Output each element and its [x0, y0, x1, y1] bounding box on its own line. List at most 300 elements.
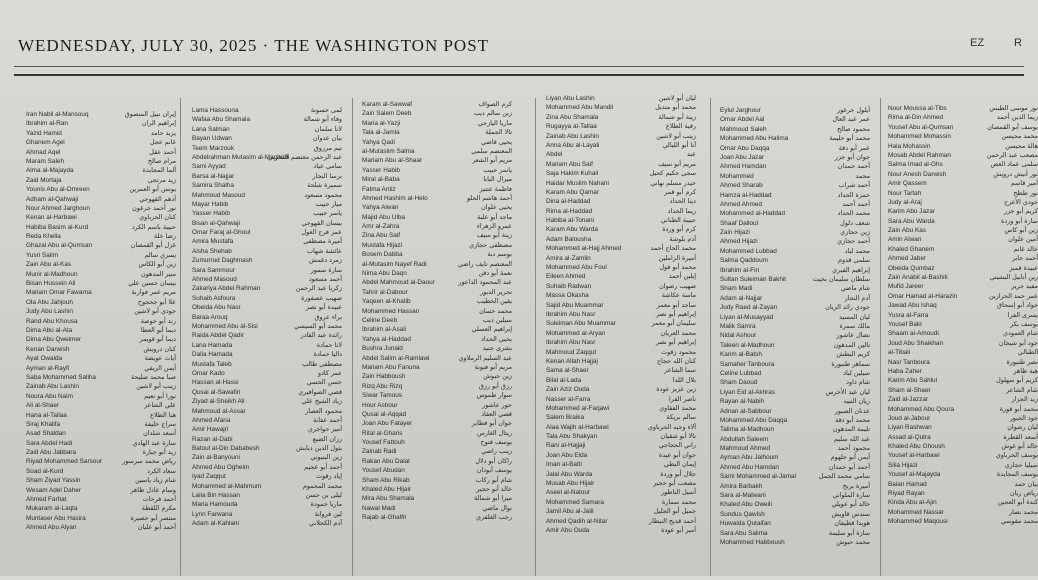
name-entry [888, 113, 1038, 122]
name-arabic: أحمد حجازي [837, 237, 870, 246]
name-entry [720, 360, 870, 369]
name-english: Teem Marzouk [192, 144, 234, 153]
name-arabic: يوسف فتوح [481, 438, 513, 447]
name-arabic: زين أنابيل البشيتي [990, 273, 1038, 282]
name-entry [192, 397, 342, 406]
name-entry [546, 169, 696, 178]
name-arabic: يحيى قاضي [481, 138, 512, 147]
name-entry [362, 307, 512, 316]
name-english: Yahya Alwan [362, 203, 398, 212]
name-english: Mohammed al-Faqawi [546, 404, 609, 413]
name-entry [720, 144, 870, 153]
name-entry [362, 504, 512, 513]
name-arabic: عمر أبو دقة [839, 144, 870, 153]
name-english: Shaaf Dalloul [720, 219, 758, 228]
name-entry [546, 517, 696, 526]
name-entry [26, 166, 176, 175]
name-english: Mohammed Abu al-Sisi [192, 322, 258, 331]
name-arabic: جوان أبو عيدة [659, 451, 696, 460]
name-entry [26, 345, 176, 354]
name-english: Siraj Khalifa [26, 420, 60, 429]
name-english: Hassan al-Hassi [192, 378, 239, 387]
name-english: Jalal Abu Warda [546, 470, 592, 479]
name-entry [26, 157, 176, 166]
name-arabic: يحيى علوان [481, 203, 512, 212]
name-english: Samira Shalha [192, 181, 234, 190]
name-arabic: خالد أبو غوش [1001, 442, 1038, 451]
name-english: Razan al-Dabi [192, 435, 233, 444]
name-arabic: نور أنيش درويش [993, 170, 1038, 179]
name-entry [192, 388, 342, 397]
name-english: Maram Saleh [26, 157, 64, 166]
name-entry [26, 335, 176, 344]
name-english: Barsa al-Najjar [192, 172, 234, 181]
name-arabic: محمد أبو قورة [1000, 405, 1038, 414]
name-entry [362, 260, 512, 269]
name-entry [720, 331, 870, 340]
name-entry [192, 444, 342, 453]
name-english: Qusai al-Aqqad [362, 410, 406, 419]
name-english: Eileen Ahmed [546, 272, 585, 281]
name-entry [362, 156, 512, 165]
name-entry [192, 284, 342, 293]
name-arabic: كرم الصواف [478, 100, 512, 109]
name-entry [26, 354, 176, 363]
name-arabic: راني الحجاجي [659, 441, 696, 450]
name-arabic: تيم مرزوق [314, 144, 342, 153]
name-english: Liyan Abu Lashin [546, 94, 595, 103]
name-entry [362, 194, 512, 203]
name-entry [720, 200, 870, 209]
name-english: Ibrahim Abu Nasr [546, 310, 595, 319]
name-english: Rital al-Gharis [362, 429, 403, 438]
name-arabic: شام داود [846, 378, 870, 387]
name-arabic: أحمد عقل [149, 148, 176, 157]
name-arabic: يحيى الحداد [481, 335, 512, 344]
name-arabic: زين أبو كاس [1005, 226, 1038, 235]
name-entry [546, 432, 696, 441]
name-english: Omar Kado [192, 369, 225, 378]
name-arabic: جلال أبو وردة [660, 470, 696, 479]
name-arabic: سوار طموس [477, 391, 512, 400]
name-arabic: أسيل الناطور [661, 488, 696, 497]
header-rule [14, 66, 1024, 67]
name-english: Munir al-Madhoun [26, 270, 78, 279]
name-arabic: هالة محيسن [1005, 142, 1038, 151]
name-english: Zain al-Banyouni [192, 453, 240, 462]
name-english: Sajid Abu Muammar [546, 301, 604, 310]
name-arabic: سميرة شلحة [307, 181, 342, 190]
name-entry [720, 191, 870, 200]
name-english: Amira Mustafa [192, 237, 233, 246]
name-entry [888, 348, 1038, 357]
name-english: Karim Abu Jazar [888, 207, 935, 216]
name-entry [362, 250, 512, 259]
name-arabic: مريم عمر فوارنة [131, 288, 176, 297]
name-entry [362, 494, 512, 503]
name-english: Younis Abu al-Omreen [26, 185, 90, 194]
name-arabic: ليان عيد الأخرس [826, 388, 870, 397]
name-arabic: عمر حمد الحرازين [989, 292, 1038, 301]
name-arabic: سلطان سليمان بخيت [813, 275, 870, 284]
name-arabic: زينة أبو سيف [477, 231, 512, 240]
name-entry [362, 231, 512, 240]
name-arabic: تليمة المدهون [833, 425, 870, 434]
name-arabic: ماريا حمودة [311, 500, 342, 509]
name-english: Alma al-Majayda [26, 166, 74, 175]
name-entry [362, 410, 512, 419]
name-entry [26, 326, 176, 335]
name-arabic: كريم أبو جزر [1004, 207, 1038, 216]
name-entry [546, 103, 696, 112]
name-arabic: بيان حمد [1015, 480, 1038, 489]
name-english: Nour Tartah [888, 189, 921, 198]
name-entry [192, 209, 342, 218]
name-english: Zina Abu Saif [362, 231, 400, 240]
name-english: Liyan al-Musayyad [720, 313, 773, 322]
name-english: Karam al-Sawwaf [362, 100, 412, 109]
name-english: Haba Zaher [888, 367, 922, 376]
name-arabic: زينب راضي [481, 447, 512, 456]
name-entry [888, 292, 1038, 301]
name-arabic: تحرير الدبور [480, 288, 512, 297]
name-entry [192, 510, 342, 519]
name-entry [888, 104, 1038, 113]
name-entry [26, 457, 176, 466]
name-entry [546, 423, 696, 432]
name-arabic: سارة سمور [311, 266, 342, 275]
name-entry [26, 392, 176, 401]
name-english: Joud al-Jabour [888, 414, 930, 423]
name-english: Joan Abu Jazar [720, 153, 764, 162]
name-entry [362, 119, 512, 128]
name-arabic: أحمد أحمد [842, 200, 870, 209]
name-arabic: محمد محيسن [1001, 132, 1038, 141]
name-arabic: يسري سالم [144, 251, 176, 260]
name-entry [362, 372, 512, 381]
name-entry [362, 241, 512, 250]
name-english: Samaher Tanboura [720, 360, 774, 369]
name-english: Laila Bin Hassan [192, 491, 240, 500]
name-entry [362, 354, 512, 363]
name-english: Ahmed Abu Ogheim [192, 463, 249, 472]
name-entry [720, 350, 870, 359]
name-entry [362, 147, 512, 156]
name-arabic: مريم أبو الشعر [472, 156, 512, 165]
name-english: Lynn Farwana [192, 510, 232, 519]
name-entry [26, 439, 176, 448]
section-code: EZ [970, 37, 984, 49]
name-arabic: محمد مقوسي [1001, 517, 1038, 526]
names-column [720, 106, 870, 576]
name-arabic: بوسم دبة [487, 250, 512, 259]
name-arabic: شام زياد ياسين [135, 476, 176, 485]
name-arabic: فاطمة عنتيز [480, 185, 512, 194]
name-entry [362, 203, 512, 212]
name-entry [192, 162, 342, 171]
name-arabic: شغف دلول [840, 219, 870, 228]
name-entry [26, 223, 176, 232]
name-english: Yazid Hamid [26, 129, 62, 138]
name-entry [720, 407, 870, 416]
name-english: Amir Hawajri [192, 425, 228, 434]
name-arabic: ريما الحداد [668, 207, 696, 216]
name-entry [26, 288, 176, 297]
name-entry [888, 160, 1038, 169]
name-entry [362, 401, 512, 410]
name-english: Suleiman Abu Muammar [546, 319, 616, 328]
name-english: Adam al-Kahlani [192, 519, 239, 528]
name-english: Amira Barbakh [720, 482, 762, 491]
name-english: Zaid al-Jazzar [888, 395, 928, 404]
name-entry [720, 275, 870, 284]
name-entry [546, 160, 696, 169]
name-entry [192, 266, 342, 275]
name-entry [720, 491, 870, 500]
name-english: Abdel Mahmoud al-Daour [362, 278, 435, 287]
name-entry [720, 303, 870, 312]
name-arabic: أحمد أبو عجيم [304, 463, 342, 472]
name-english: Jamil Abu al-Jalil [546, 507, 594, 516]
name-english: Rani al-Hajjaji [546, 441, 585, 450]
name-arabic: كريم البطش [836, 350, 870, 359]
name-english: al-Mutaslim Salma [362, 147, 415, 156]
name-entry [26, 382, 176, 391]
name-entry [720, 510, 870, 519]
name-entry [546, 470, 696, 479]
name-english: Khaled Abu Hijair [362, 485, 411, 494]
name-english: Adam Balousha [546, 235, 591, 244]
name-arabic: نور موسى الطبس [989, 104, 1038, 113]
name-entry [26, 270, 176, 279]
name-english: Ola Abu Jahjouh [26, 298, 73, 307]
name-arabic: أحمد أبو عليان [138, 523, 176, 532]
name-english: Musab Abu Hijair [546, 479, 594, 488]
name-arabic: شام العمودي [1003, 329, 1038, 338]
name-arabic: سيلين ديب [483, 316, 512, 325]
name-english: Lana Hamada [192, 341, 232, 350]
name-entry [362, 447, 512, 456]
name-arabic: أحمد أبو حمدان [829, 463, 870, 472]
name-arabic: آنا أبو الليالي [663, 141, 696, 150]
name-english: al-Mutasim Nayef Radi [362, 260, 427, 269]
name-arabic: قصي الصوافيري [298, 388, 342, 397]
name-arabic: سيلين لباد [843, 369, 870, 378]
name-english: Riyad Mohammed Sarsour [26, 457, 102, 466]
name-entry [888, 282, 1038, 291]
name-arabic: جودي رائد الزيان [825, 303, 870, 312]
name-english: Iyad Zaqqut [192, 472, 226, 481]
name-entry [546, 244, 696, 253]
name-arabic: صبا محمد صليحة [131, 373, 176, 382]
name-english: Eylul Jarghour [720, 106, 761, 115]
name-arabic: يوسف المجايدة [997, 470, 1038, 479]
name-arabic: ريتال الغارس [477, 429, 512, 438]
name-entry [720, 453, 870, 462]
name-arabic: يوسف أبو القمصان [987, 123, 1038, 132]
name-arabic: زيد أبو جبارة [143, 448, 176, 457]
name-english: Omar Abdel Aal [720, 115, 764, 124]
name-entry [546, 526, 696, 535]
name-entry [720, 378, 870, 387]
name-arabic: نصر طنبورة [1006, 358, 1038, 367]
name-arabic: ياسر حبيب [483, 166, 512, 175]
name-english: Maria Hamouda [192, 500, 237, 509]
name-entry [546, 272, 696, 281]
name-entry [192, 322, 342, 331]
name-arabic: آلاء وجيه الحرباوي [648, 423, 696, 432]
name-english: Zina Abu Shamala [546, 113, 598, 122]
name-english: Mufid Jareer [888, 282, 924, 291]
name-arabic: مرام صالح [148, 157, 176, 166]
name-english: Talima al-Madhoun [720, 425, 774, 434]
name-entry [888, 301, 1038, 310]
name-entry [26, 241, 176, 250]
name-arabic: جوان أبو جزر [835, 153, 870, 162]
name-entry [888, 311, 1038, 320]
name-english: Ali al-Shaer [26, 401, 59, 410]
name-english: Mohammed al-Mahmum [192, 482, 261, 491]
name-entry [888, 461, 1038, 470]
name-english: Nour Ahmed Jarghoun [26, 204, 90, 213]
name-english: Hour Ashour [362, 401, 398, 410]
name-english: Mahmoud Saleh [720, 125, 767, 134]
name-entry [720, 463, 870, 472]
name-arabic: آدم بلوشة [669, 235, 696, 244]
name-arabic: سالم بريكة [666, 413, 696, 422]
name-arabic: إياد زقوت [316, 472, 342, 481]
name-arabic: ليلى بن حسن [305, 491, 342, 500]
name-english: Zain Habboush [362, 372, 405, 381]
name-entry [26, 504, 176, 513]
name-english: Ayat Owaida [26, 354, 62, 363]
name-arabic: ماريا اليازجي [478, 119, 512, 128]
name-arabic: محمد أبو فول [659, 263, 696, 272]
name-english: Mohammed Mohassin [888, 132, 951, 141]
name-english: Wesam Adel Daher [26, 486, 81, 495]
name-entry [26, 204, 176, 213]
name-entry [546, 479, 696, 488]
name-arabic: رائدة عبد القادر [301, 331, 342, 340]
name-english: Mohammed Abu Foul [546, 263, 607, 272]
name-arabic: أدهم القهوجي [139, 195, 176, 204]
name-entry [362, 100, 512, 109]
name-entry [546, 113, 696, 122]
name-entry [888, 451, 1038, 460]
name-entry [888, 405, 1038, 414]
name-entry [546, 329, 696, 338]
name-entry [888, 179, 1038, 188]
name-entry [888, 489, 1038, 498]
name-arabic: عمر كادو [318, 369, 342, 378]
name-arabic: ريما الدين أحمد [997, 113, 1038, 122]
name-arabic: أحمد جابر [1012, 254, 1038, 263]
name-entry [888, 498, 1038, 507]
name-entry [26, 364, 176, 373]
name-english: Bilal al-Lada [546, 376, 581, 385]
name-entry [546, 179, 696, 188]
name-arabic: زينب أبو لاشين [656, 132, 696, 141]
name-english: Mariam Abu Saif [546, 160, 593, 169]
name-english: Alaa Wajih al-Harbawi [546, 423, 609, 432]
name-english: Mahmoud Masoud [192, 191, 245, 200]
name-english: Hamza al-Haddad [720, 191, 772, 200]
name-english: Celine Deeb [362, 316, 397, 325]
name-english: Mariam Abu Fanuna [362, 363, 420, 372]
name-english: Hana al-Tallaa [26, 411, 67, 420]
name-entry [888, 132, 1038, 141]
name-english: Miral al-Baba [362, 175, 400, 184]
name-entry [546, 507, 696, 516]
name-entry [26, 373, 176, 382]
name-entry [192, 350, 342, 359]
name-english: Zakariya Abdel Rahman [192, 284, 260, 293]
name-arabic: جميل أبو الجليل [654, 507, 696, 516]
name-arabic: أسعد القطرة [1003, 433, 1038, 442]
name-entry [362, 485, 512, 494]
name-arabic: عبد الله سليم [834, 435, 870, 444]
name-english: Baian Hamad [888, 480, 927, 489]
name-arabic: يوسف بكر [1010, 320, 1038, 329]
name-english: Yahya Qadi [362, 138, 395, 147]
name-arabic: كنان الحرباوي [139, 213, 176, 222]
name-english: Asad Shaldan [26, 429, 66, 438]
name-entry [546, 254, 696, 263]
name-english: Sara Abu Salima [720, 529, 768, 538]
name-entry [546, 395, 696, 404]
name-arabic: المعتصم سلمى [471, 147, 512, 156]
name-arabic: جواد أبو إسحاق [997, 301, 1038, 310]
name-arabic: ألما المجايدة [143, 166, 176, 175]
name-arabic: محمد أبو السيسي [294, 322, 342, 331]
name-arabic: خالد غانم [1013, 245, 1038, 254]
name-arabic: محمود أحمد [838, 444, 870, 453]
name-english: Karam Abu Warda [546, 225, 598, 234]
name-arabic: سليمان أبو معمر [652, 319, 696, 328]
name-arabic: إبراهيم الفيري [832, 266, 870, 275]
name-english: Massa Okasha [546, 291, 589, 300]
name-english: Sham Abu Rikab [362, 476, 410, 485]
name-arabic: يزيد حامد [151, 129, 176, 138]
cutoff-letter: R [1014, 37, 1022, 49]
name-arabic: محمد سمارة [662, 498, 696, 507]
name-arabic: يوسف أبودان [477, 466, 512, 475]
name-entry [362, 419, 512, 428]
name-english: Ziyad al-Sheikh Ali [192, 397, 245, 406]
name-english: Bosem Dabba [362, 250, 403, 259]
name-arabic: منتصر أبو حصيرة [130, 514, 176, 523]
name-arabic: علا أبو جحجوح [138, 298, 176, 307]
name-arabic: ريان النبيه [844, 397, 870, 406]
name-arabic: أميرة بربخ [843, 482, 870, 491]
name-english: Omar Faraj al-Ghoul [192, 228, 250, 237]
name-english: Ayman al-Rayfi [26, 364, 69, 373]
name-entry [26, 467, 176, 476]
name-arabic: أحمد قديح النيطار [649, 517, 696, 526]
name-arabic: عبد [687, 150, 696, 159]
name-entry [888, 329, 1038, 338]
name-english: Yousef Bakr [888, 320, 922, 329]
name-entry [888, 170, 1038, 179]
name-entry [26, 476, 176, 485]
name-english: Sham Daoud [720, 378, 757, 387]
name-entry [26, 260, 176, 269]
name-arabic: رند أبو خوصة [141, 317, 176, 326]
name-entry [192, 106, 342, 115]
name-entry [546, 404, 696, 413]
name-english: Saba Mohammed Saliha [26, 373, 96, 382]
name-english: Sultan Suleiman Bakhit [720, 275, 786, 284]
